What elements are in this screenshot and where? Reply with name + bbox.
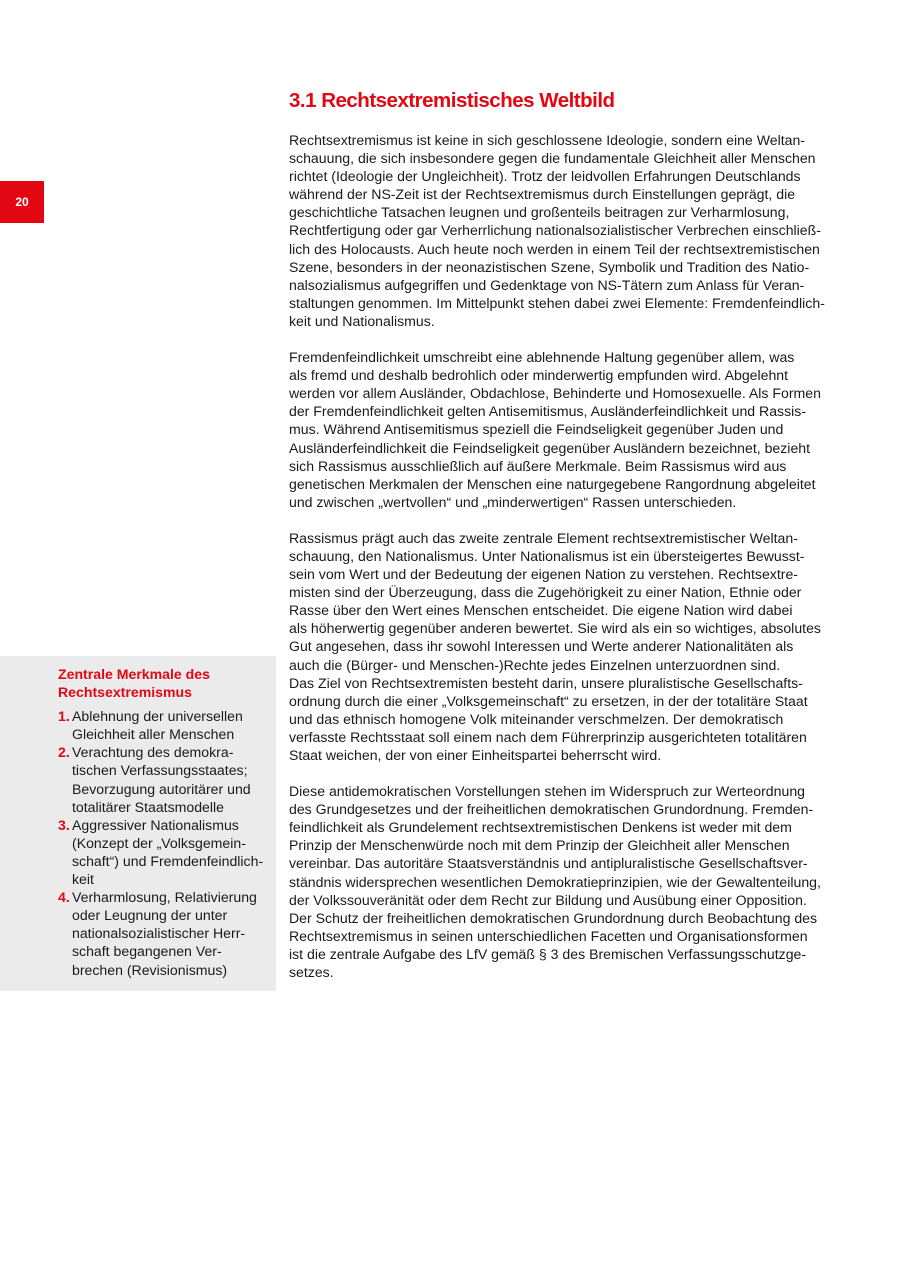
text-line: staltungen genommen. Im Mittelpunkt stehen dabei zwei Elemente: Fremdenfeindlich- (289, 294, 825, 311)
text-line: vereinbar. Das autoritäre Staatsverständnis und antipluralistische Gesellschaftsver- (289, 855, 808, 872)
list-item-line: Aggressiver Nationalismus (72, 816, 239, 833)
text-line: misten sind der Überzeugung, dass die Zugehörigkeit zu einer Nation, Ethnie oder (289, 584, 802, 601)
text-line: sich Rassismus ausschließlich auf äußere Merkmale. Beim Rassismus wird aus (289, 457, 787, 474)
sidebar-heading (58, 665, 272, 701)
list-item-line: Verharmlosung, Relativierung (72, 889, 257, 906)
list-item-line: schaft“) und Fremdenfeindlich- (72, 852, 264, 869)
text-line: keit und Nationalismus. (289, 312, 435, 329)
list-item-number: 2. (58, 744, 70, 761)
text-line: sein vom Wert und der Bedeutung der eigenen Nation zu verstehen. Rechtsextre- (289, 566, 798, 583)
text-line: und zwischen „wertvollen“ und „minderwertigen“ Rassen unterschieden. (289, 493, 737, 510)
page-number: 20 (15, 195, 29, 209)
main-column (289, 88, 845, 999)
text-line: mus. Während Antisemitismus speziell die Feindseligkeit gegenüber Juden und (289, 421, 784, 438)
section-title: 3.1 Rechtsextremistisches Weltbild (289, 89, 615, 112)
sidebar-content (58, 665, 272, 979)
list-item-line: totalitärer Staatsmodelle (72, 798, 224, 815)
text-line: ständnis widersprechen wesentlichen Demokratieprinzipien, wie der Gewaltenteilung, (289, 873, 821, 890)
text-line: während der NS-Zeit ist der Rechtsextremismus durch Einstellungen geprägt, die (289, 186, 796, 203)
text-line: Ausländerfeindlichkeit die Feindseligkeit gegenüber Ausländern bezeichnet, bezieht (289, 439, 811, 456)
sidebar-list (58, 707, 272, 978)
text-line: Rechtfertigung oder gar Verherrlichung nationalsozialistischer Verbrechen einschließ- (289, 222, 821, 239)
list-item-line: Ablehnung der universellen (72, 708, 243, 725)
sidebar-box (0, 656, 276, 991)
text-line: richtet (Ideologie der Ungleichheit). Trotz der leidvollen Erfahrungen Deutschlands (289, 168, 801, 185)
list-item-line: Gleichheit aller Menschen (72, 726, 235, 743)
list-item-number: 3. (58, 816, 70, 833)
text-line: feindlichkeit als Grundelement rechtsextremistischen Denkens ist weder mit dem (289, 819, 792, 836)
sidebar-heading-line: Zentrale Merkmale des (58, 666, 210, 682)
text-line: genetischen Merkmalen der Menschen eine naturgegebene Rangordnung abgeleitet (289, 475, 816, 492)
list-item (58, 743, 272, 815)
text-line: als höherwertig gegenüber anderen bewertet. Sie wird als ein so wichtiges, absolutes (289, 620, 821, 637)
text-line: als fremd und deshalb bedrohlich oder minderwertig empfunden wird. Abgelehnt (289, 367, 789, 384)
paragraph (289, 529, 845, 764)
text-line: Fremdenfeindlichkeit umschreibt eine ablehnende Haltung gegenüber allem, was (289, 349, 795, 366)
text-line: ist die zentrale Aufgabe des LfV gemäß § 3 des Bremischen Verfassungsschutzge- (289, 945, 807, 962)
list-item-line: (Konzept der „Volksgemein- (72, 834, 246, 851)
text-line: auch die (Bürger- und Menschen-)Rechte jedes Einzelnen unterzuordnen sind. (289, 656, 781, 673)
text-line: Szene, besonders in der neonazistischen Szene, Symbolik und Tradition des Natio- (289, 258, 810, 275)
text-line: der Volkssouveränität oder dem Recht zur Bildung und Ausübung einer Opposition. (289, 891, 807, 908)
list-item-line: Verachtung des demokra- (72, 744, 234, 761)
text-line: Diese antidemokratischen Vorstellungen stehen im Widerspruch zur Werteordnung (289, 783, 805, 800)
text-line: Der Schutz der freiheitlichen demokratischen Grundordnung durch Beobachtung des (289, 909, 818, 926)
text-line: schauung, den Nationalismus. Unter Nationalismus ist ein übersteigertes Bewusst- (289, 547, 805, 564)
text-line: Rassismus prägt auch das zweite zentrale Element rechtsextremistischer Weltan- (289, 529, 798, 546)
text-line: ordnung durch die einer „Volksgemeinschaft“ zu ersetzen, in der der totalitäre Staat (289, 692, 808, 709)
text-line: der Fremdenfeindlichkeit gelten Antisemitismus, Ausländerfeindlichkeit und Rassis- (289, 403, 807, 420)
text-line: Rechtsextremismus in seinen unterschiedlichen Facetten und Organisationsformen (289, 927, 808, 944)
list-item (58, 707, 272, 743)
list-item-line: nationalsozialistischer Herr- (72, 925, 246, 942)
list-item-line: brechen (Revisionismus) (72, 961, 228, 978)
text-line: und das ethnisch homogene Volk miteinander verschmelzen. Der demokratisch (289, 710, 784, 727)
text-line: verfasste Rechtsstaat soll einem nach dem Führerprinzip ausgerichteten totalitären (289, 728, 807, 745)
list-item-number: 4. (58, 889, 70, 906)
list-item-line: schaft begangenen Ver- (72, 943, 222, 960)
list-item (58, 888, 272, 978)
list-item-line: oder Leugnung der unter (72, 907, 228, 924)
text-line: Rechtsextremismus ist keine in sich geschlossene Ideologie, sondern eine Weltan- (289, 132, 805, 148)
text-line: Das Ziel von Rechtsextremisten besteht darin, unsere pluralistische Gesellschafts- (289, 674, 803, 691)
text-line: des Grundgesetzes und der freiheitlichen demokratischen Grundordnung. Fremden- (289, 801, 814, 818)
list-item-number: 1. (58, 708, 70, 725)
text-line: geschichtliche Tatsachen leugnen und großenteils beitragen zur Verharmlosung, (289, 204, 790, 221)
list-item-line: tischen Verfassungsstaates; (72, 762, 248, 779)
sidebar-heading-line: Rechtsextremismus (58, 684, 192, 701)
list-item (58, 816, 272, 888)
body-text (289, 131, 845, 981)
text-line: werden vor allem Ausländer, Obdachlose, Behinderte und Homosexuelle. Als Formen (289, 385, 821, 402)
paragraph (289, 131, 845, 330)
page-number-tab (0, 181, 44, 223)
text-line: setzes. (289, 964, 334, 981)
text-line: Prinzip der Menschenwürde noch mit dem Prinzip der Gleichheit aller Menschen (289, 837, 790, 854)
paragraph (289, 348, 845, 511)
text-line: schauung, die sich insbesondere gegen die fundamentale Gleichheit aller Menschen (289, 150, 816, 167)
text-line: Staat weichen, der von einer Einheitspartei beherrscht wird. (289, 747, 662, 763)
text-line: Gut angesehen, dass ihr sowohl Interessen und Werte anderer Nationalitäten als (289, 638, 794, 655)
list-item-line: Bevorzugung autoritärer und (72, 780, 251, 797)
list-item-line: keit (72, 871, 94, 888)
paragraph (289, 782, 845, 981)
text-line: nalsozialismus aufgegriffen und Gedenktage von NS-Tätern zum Anlass für Veran- (289, 276, 805, 293)
text-line: lich des Holocausts. Auch heute noch werden in einem Teil der rechtsextremistischen (289, 240, 820, 257)
text-line: Rasse über den Wert eines Menschen entscheidet. Die eigene Nation wird dabei (289, 602, 793, 619)
